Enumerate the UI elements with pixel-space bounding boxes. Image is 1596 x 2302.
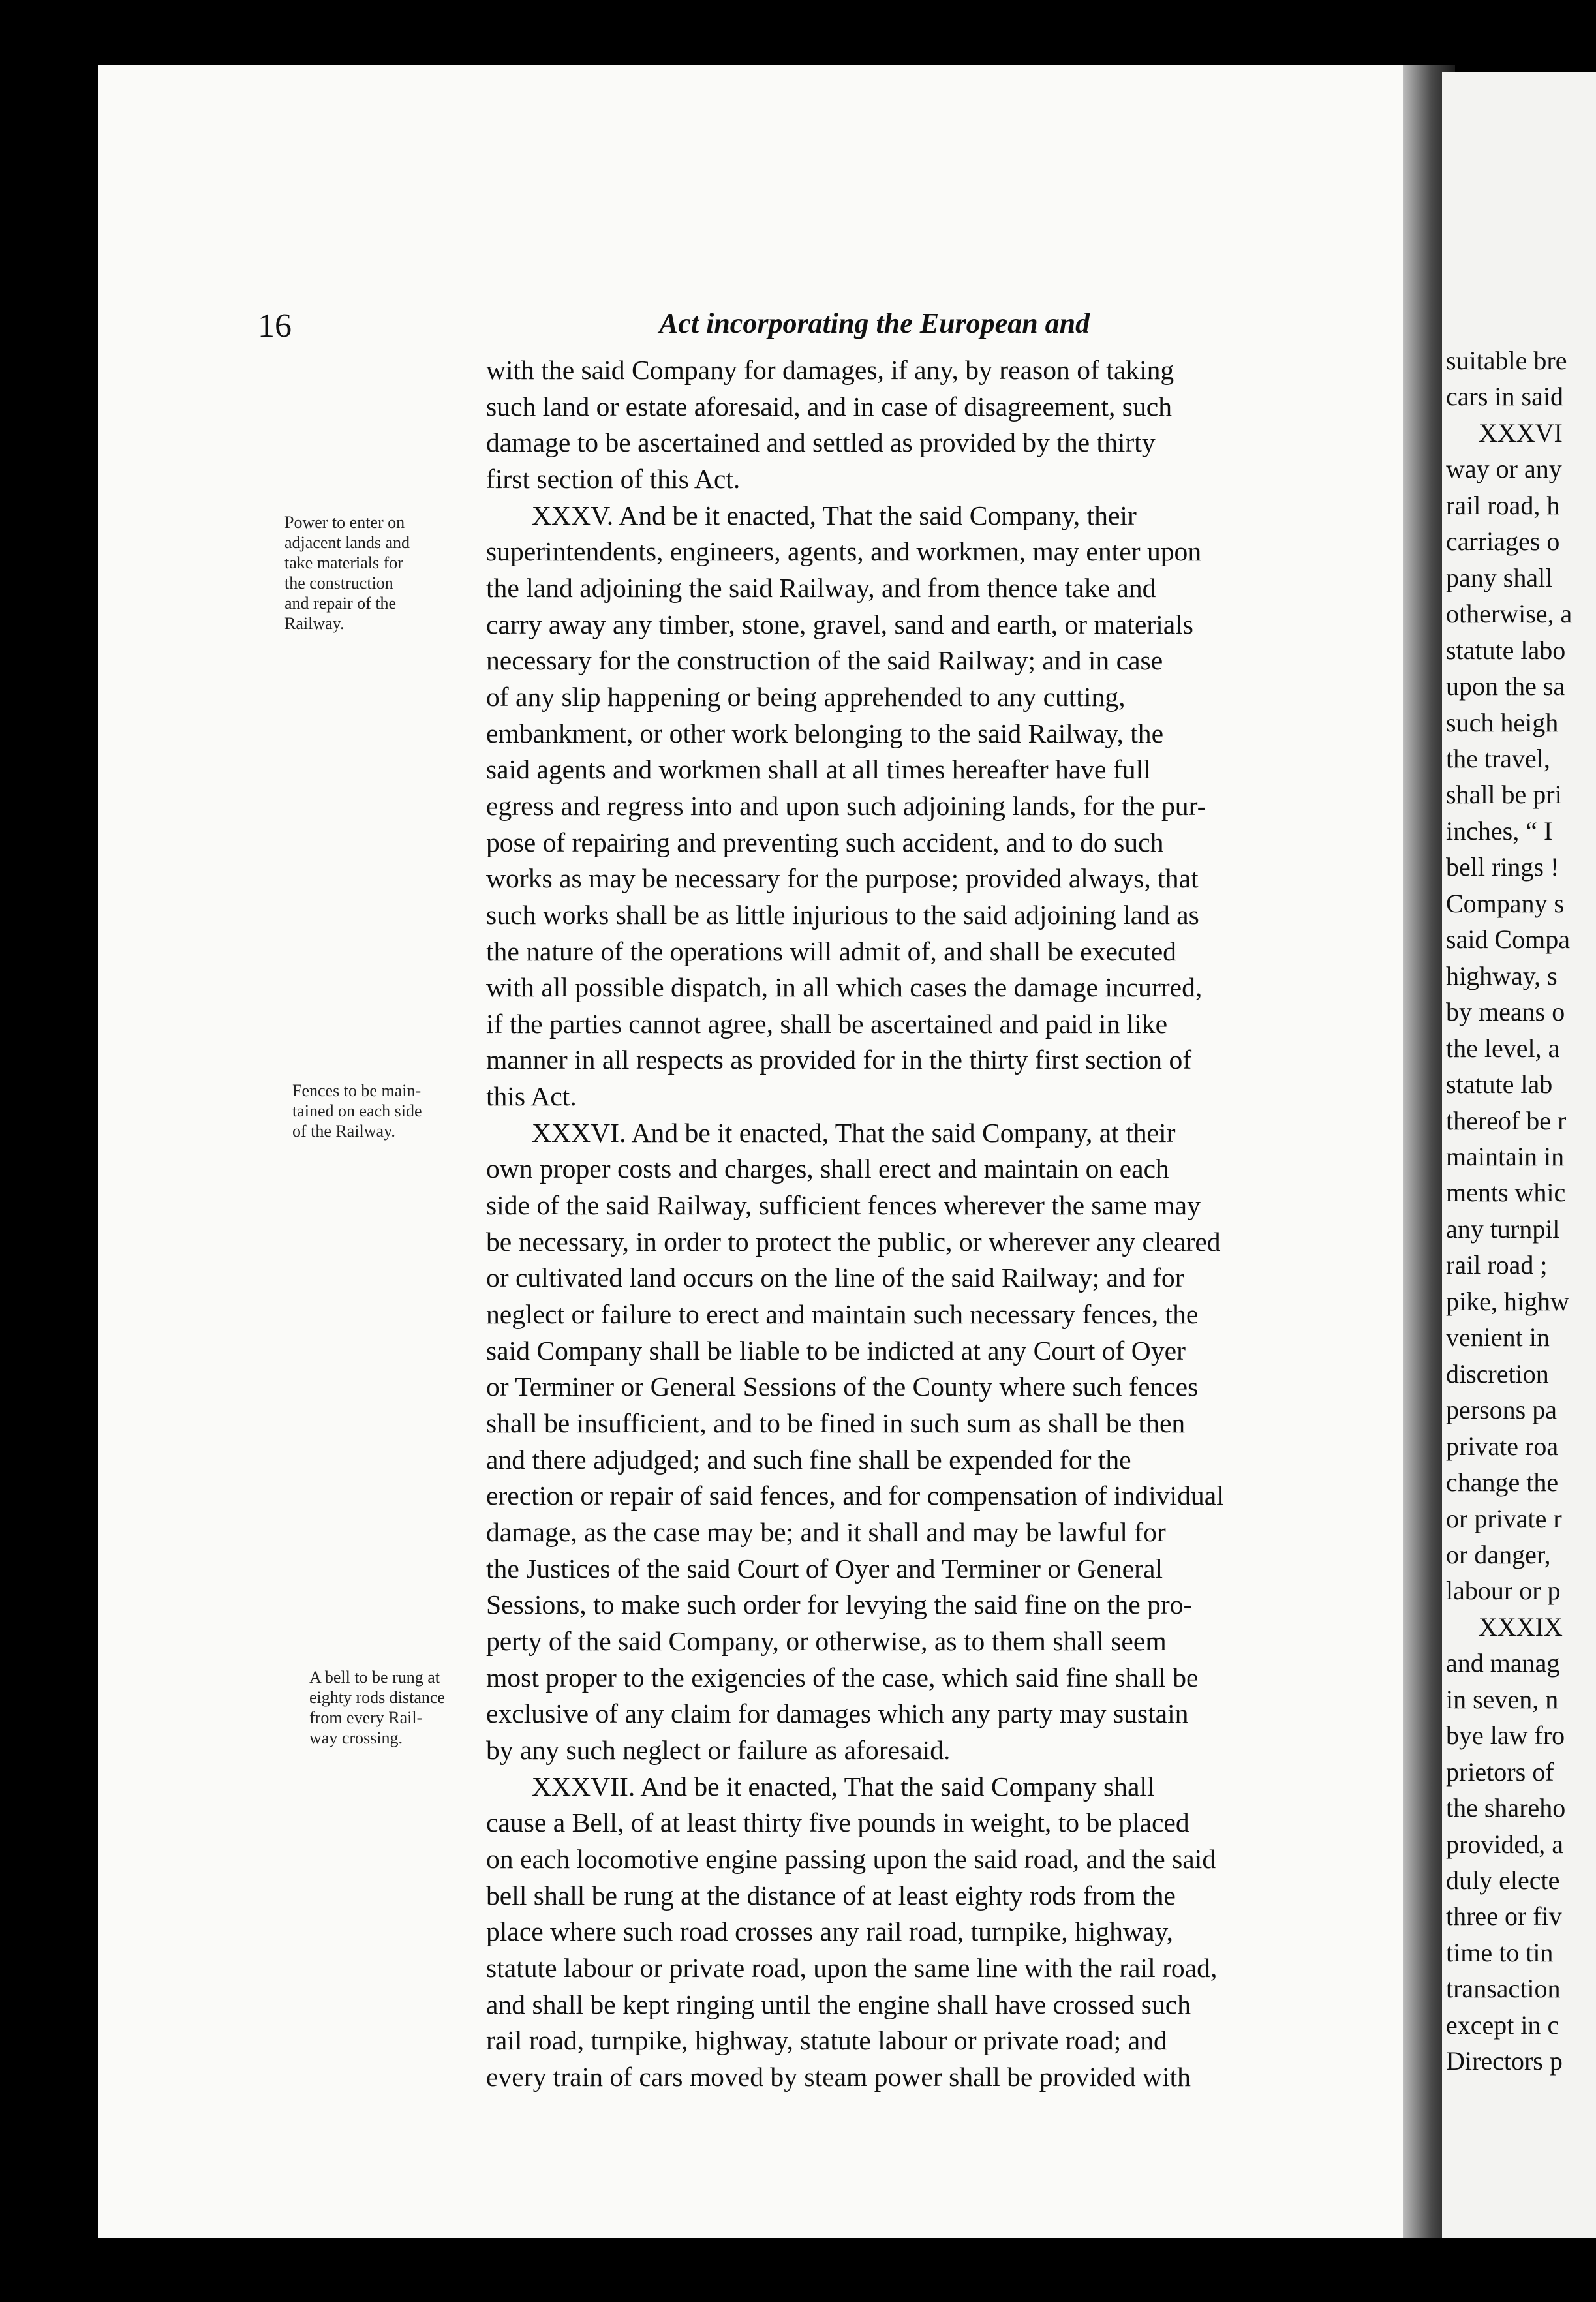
text-line: superintendents, engineers, agents, and workmen, may enter upon (486, 536, 1202, 567)
text-line: or Terminer or General Sessions of the County where such fences (486, 1372, 1199, 1402)
text-line: XXXVI. And be it enacted, That the said Company, at their (532, 1117, 1176, 1148)
margin-note-line: from every Rail- (309, 1708, 423, 1727)
facing-page-line: way or any (1446, 454, 1562, 484)
facing-page-line: Company s (1446, 888, 1565, 918)
facing-page-line: the travel, (1446, 743, 1550, 773)
margin-note-line: Fences to be main- (292, 1081, 422, 1100)
facing-page-line: or private r (1446, 1503, 1562, 1533)
facing-page-line: persons pa (1446, 1395, 1557, 1425)
text-line: on each locomotive engine passing upon the said road, and the said (486, 1843, 1216, 1874)
margin-note-line: of the Railway. (292, 1122, 395, 1141)
facing-page-line: any turnpil (1446, 1214, 1560, 1244)
facing-page-line: highway, s (1446, 960, 1558, 990)
facing-page-line: otherwise, a (1446, 599, 1573, 629)
facing-page-line: three or fiv (1446, 1901, 1562, 1931)
facing-page-line: cars in said (1446, 382, 1563, 412)
facing-page-line: shall be pri (1446, 780, 1562, 810)
text-line: such works shall be as little injurious to the said adjoining land as (486, 899, 1199, 930)
facing-page-line: suitable bre (1446, 346, 1567, 375)
text-line: bell shall be rung at the distance of at least eighty rods from the (486, 1880, 1176, 1911)
facing-page-text (1446, 343, 1572, 2079)
facing-page-line: thereof be r (1446, 1105, 1567, 1135)
facing-page-line: pike, highw (1446, 1286, 1569, 1316)
text-line: egress and regress into and upon such adjoining lands, for the pur- (486, 790, 1206, 821)
facing-page-line: labour or p (1446, 1576, 1561, 1606)
text-line: said agents and workmen shall at all times hereafter have full (486, 754, 1151, 785)
facing-page-line: rail road ; (1446, 1250, 1548, 1280)
text-line: pose of repairing and preventing such accident, and to do such (486, 827, 1164, 857)
facing-page-line: discretion (1446, 1358, 1549, 1389)
facing-page-line: transaction (1446, 1974, 1561, 2004)
facing-page-line: rail road, h (1446, 490, 1560, 520)
margin-note-line: tained on each side (292, 1101, 422, 1120)
text-line: necessary for the construction of the said Railway; and in case (486, 645, 1163, 676)
text-line: every train of cars moved by steam power shall be provided with (486, 2061, 1191, 2092)
text-line: with the said Company for damages, if any, by reason of taking (486, 355, 1174, 385)
margin-note-bell (309, 1667, 445, 1748)
text-line: by any such neglect or failure as aforesaid. (486, 1734, 951, 1765)
text-line: works as may be necessary for the purpose; provided always, that (486, 863, 1199, 894)
facing-page-line: statute labo (1446, 635, 1566, 665)
margin-note-line: way crossing. (309, 1728, 403, 1747)
text-line: the nature of the operations will admit of, and shall be executed (486, 936, 1176, 966)
facing-page-line: inches, “ I (1446, 816, 1553, 846)
facing-page-line: private roa (1446, 1431, 1559, 1461)
text-line: said Company shall be liable to be indicted at any Court of Oyer (486, 1335, 1186, 1366)
text-line: first section of this Act. (486, 463, 741, 494)
text-line: side of the said Railway, sufficient fences wherever the same may (486, 1190, 1201, 1221)
facing-page-line: ments whic (1446, 1178, 1566, 1208)
text-line: statute labour or private road, upon the same line with the rail road, (486, 1952, 1218, 1983)
facing-page-line: duly electe (1446, 1865, 1560, 1895)
facing-page-line: bell rings ! (1446, 852, 1559, 882)
text-line: embankment, or other work belonging to the said Railway, the (486, 718, 1164, 748)
facing-page-line: in seven, n (1446, 1684, 1559, 1714)
text-line: and shall be kept ringing until the engine shall have crossed such (486, 1989, 1191, 2019)
facing-page-line: change the (1446, 1467, 1559, 1497)
facing-page-line: statute lab (1446, 1069, 1553, 1099)
facing-page-line: Directors p (1446, 2046, 1563, 2076)
text-line: be necessary, in order to protect the public, or wherever any cleared (486, 1226, 1221, 1257)
text-line: cause a Bell, of at least thirty five pounds in weight, to be placed (486, 1807, 1189, 1838)
text-line: erection or repair of said fences, and for compensation of individual (486, 1481, 1224, 1511)
text-line: Sessions, to make such order for levying the said fine on the pro- (486, 1589, 1193, 1620)
facing-page-line: XXXIX (1479, 1612, 1563, 1642)
text-line: or cultivated land occurs on the line of the said Railway; and for (486, 1263, 1184, 1293)
text-line: manner in all respects as provided for in the thirty first section of (486, 1045, 1192, 1075)
text-line: damage to be ascertained and settled as provided by the thirty (486, 427, 1156, 458)
text-line: of any slip happening or being apprehended to any cutting, (486, 681, 1126, 712)
margin-note-line: A bell to be rung at (309, 1668, 440, 1687)
text-line: rail road, turnpike, highway, statute labour or private road; and (486, 2025, 1167, 2056)
body-text (486, 352, 1416, 2096)
text-line: this Act. (486, 1081, 577, 1112)
facing-page-line: bye law fro (1446, 1721, 1565, 1751)
facing-page-line: XXXVI (1479, 418, 1563, 448)
text-line: the land adjoining the said Railway, and from thence take and (486, 572, 1156, 603)
text-line: carry away any timber, stone, gravel, sand and earth, or materials (486, 609, 1193, 639)
margin-note-fences (292, 1081, 422, 1141)
margin-note-line: Railway. (284, 614, 345, 633)
text-line: most proper to the exigencies of the case, which said fine shall be (486, 1662, 1199, 1693)
facing-page-line: said Compa (1446, 925, 1570, 955)
page-number: 16 (258, 307, 292, 345)
text-line: exclusive of any claim for damages which any party may sustain (486, 1698, 1189, 1729)
facing-page-line: time to tin (1446, 1937, 1554, 1967)
text-line: place where such road crosses any rail road, turnpike, highway, (486, 1916, 1173, 1947)
facing-page-line: the level, a (1446, 1033, 1560, 1063)
text-line: neglect or failure to erect and maintain such necessary fences, the (486, 1299, 1199, 1330)
facing-page-line: venient in (1446, 1323, 1550, 1353)
facing-page-line: by means o (1446, 997, 1565, 1027)
margin-note-line: Power to enter on (284, 513, 405, 532)
text-line: damage, as the case may be; and it shall and may be lawful for (486, 1517, 1166, 1547)
text-line: if the parties cannot agree, shall be ascertained and paid in like (486, 1008, 1168, 1039)
facing-page-line: upon the sa (1446, 671, 1565, 701)
facing-page-line: the shareho (1446, 1793, 1566, 1823)
facing-page-line: such heigh (1446, 707, 1559, 737)
facing-page-line: carriages o (1446, 527, 1560, 557)
text-line: XXXVII. And be it enacted, That the said Company shall (532, 1771, 1155, 1802)
margin-note-line: take materials for (284, 553, 403, 572)
text-line: XXXV. And be it enacted, That the said Company, their (532, 500, 1137, 530)
margin-note-power-to-enter (284, 512, 410, 634)
text-line: with all possible dispatch, in all which cases the damage incurred, (486, 972, 1203, 1003)
margin-note-line: the construction (284, 574, 393, 592)
facing-page-line: or danger, (1446, 1539, 1551, 1569)
text-line: perty of the said Company, or otherwise, as to them shall seem (486, 1625, 1167, 1656)
facing-page-line: maintain in (1446, 1141, 1565, 1171)
facing-page-line: except in c (1446, 2010, 1559, 2040)
text-line: shall be insufficient, and to be fined in such sum as shall be then (486, 1408, 1186, 1439)
margin-note-line: adjacent lands and (284, 533, 410, 552)
facing-page-line: prietors of (1446, 1757, 1554, 1787)
text-line: the Justices of the said Court of Oyer and Terminer or General (486, 1553, 1163, 1584)
text-line: such land or estate aforesaid, and in case of disagreement, such (486, 391, 1172, 422)
margin-note-line: eighty rods distance (309, 1688, 445, 1707)
facing-page-line: pany shall (1446, 562, 1553, 592)
text-line: own proper costs and charges, shall erect and maintain on each (486, 1154, 1169, 1184)
facing-page-line: provided, a (1446, 1829, 1563, 1859)
text-line: and there adjudged; and such fine shall be expended for the (486, 1444, 1131, 1475)
facing-page-line: and manag (1446, 1648, 1560, 1678)
running-head: Act incorporating the European and (659, 307, 1090, 339)
margin-note-line: and repair of the (284, 594, 397, 613)
